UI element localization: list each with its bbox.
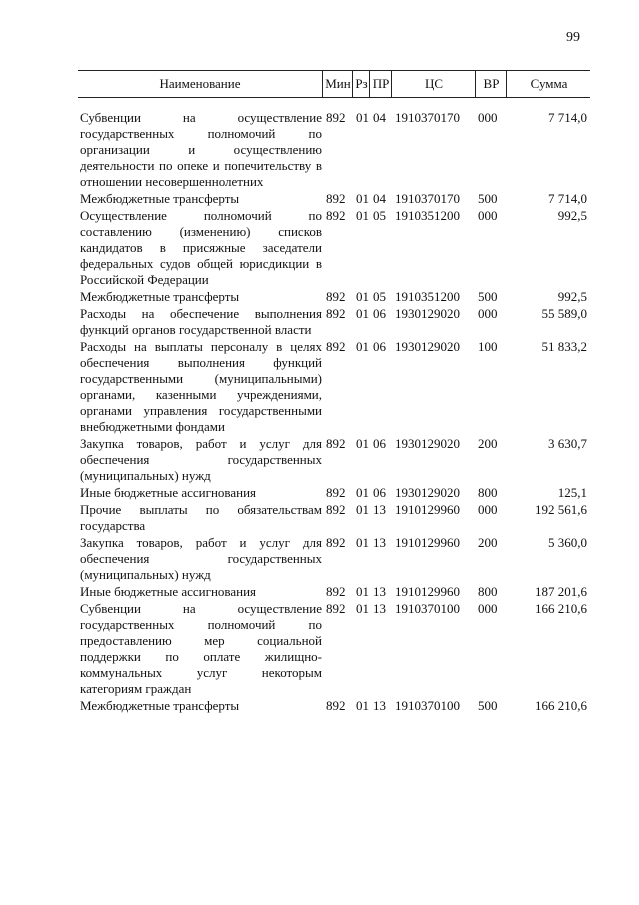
row-sum: 5 360,0 bbox=[548, 535, 587, 550]
table-row bbox=[80, 436, 590, 485]
row-min: 892 bbox=[326, 191, 346, 206]
row-sum: 192 561,6 bbox=[535, 502, 587, 517]
table-row bbox=[80, 485, 590, 502]
row-vr: 800 bbox=[478, 485, 498, 500]
row-sum: 187 201,6 bbox=[535, 584, 587, 599]
row-rz: 01 bbox=[356, 306, 369, 321]
table-row bbox=[80, 191, 590, 208]
row-vr: 200 bbox=[478, 436, 498, 451]
row-pr: 04 bbox=[373, 110, 386, 125]
header-min: Мин bbox=[322, 71, 353, 97]
row-name: Иные бюджетные ассигнования bbox=[80, 584, 257, 599]
row-pr: 13 bbox=[373, 601, 386, 616]
row-sum: 166 210,6 bbox=[535, 698, 587, 713]
row-sum: 7 714,0 bbox=[548, 110, 587, 125]
row-rz: 01 bbox=[356, 208, 369, 223]
header-name: Наименование bbox=[159, 76, 241, 91]
row-min: 892 bbox=[326, 502, 346, 517]
row-name: Субвенции на осуществление государственных полномочий по предоставлению мер социальной поддержки по оплате жилищно-коммунальных услуг некоторым категориям граждан bbox=[80, 601, 322, 696]
row-sum: 992,5 bbox=[557, 208, 587, 223]
row-pr: 13 bbox=[373, 584, 386, 599]
table-row bbox=[80, 306, 590, 339]
row-vr: 500 bbox=[478, 698, 498, 713]
row-cs: 1930129020 bbox=[395, 436, 460, 451]
row-cs: 1910370170 bbox=[395, 191, 460, 206]
header-rz: Рз bbox=[352, 71, 370, 97]
row-cs: 1930129020 bbox=[395, 306, 460, 321]
row-name: Расходы на обеспечение выполнения функций органов государственной власти bbox=[80, 306, 322, 337]
budget-table-body bbox=[80, 110, 590, 715]
row-cs: 1910370100 bbox=[395, 698, 460, 713]
row-pr: 06 bbox=[373, 339, 386, 354]
table-row bbox=[80, 698, 590, 715]
row-name: Иные бюджетные ассигнования bbox=[80, 485, 257, 500]
row-sum: 7 714,0 bbox=[548, 191, 587, 206]
header-sum: Сумма bbox=[506, 71, 591, 97]
row-rz: 01 bbox=[356, 110, 369, 125]
row-vr: 000 bbox=[478, 601, 498, 616]
table-row bbox=[80, 601, 590, 698]
table-row bbox=[80, 584, 590, 601]
row-min: 892 bbox=[326, 110, 346, 125]
page-number: 99 bbox=[566, 30, 580, 45]
row-vr: 800 bbox=[478, 584, 498, 599]
row-sum: 51 833,2 bbox=[541, 339, 587, 354]
row-vr: 500 bbox=[478, 289, 498, 304]
header-vr: ВР bbox=[475, 71, 507, 97]
row-pr: 05 bbox=[373, 208, 386, 223]
row-rz: 01 bbox=[356, 698, 369, 713]
header-pr: ПР bbox=[369, 71, 392, 97]
row-pr: 13 bbox=[373, 502, 386, 517]
row-cs: 1910351200 bbox=[395, 289, 460, 304]
row-vr: 100 bbox=[478, 339, 498, 354]
row-vr: 000 bbox=[478, 306, 498, 321]
row-sum: 3 630,7 bbox=[548, 436, 587, 451]
row-pr: 05 bbox=[373, 289, 386, 304]
row-rz: 01 bbox=[356, 485, 369, 500]
row-pr: 13 bbox=[373, 698, 386, 713]
row-sum: 125,1 bbox=[557, 485, 587, 500]
row-name: Закупка товаров, работ и услуг для обеспечения государственных (муниципальных) нужд bbox=[80, 436, 322, 483]
row-sum: 166 210,6 bbox=[535, 601, 587, 616]
row-vr: 000 bbox=[478, 110, 498, 125]
row-min: 892 bbox=[326, 485, 346, 500]
table-header bbox=[78, 70, 590, 98]
row-rz: 01 bbox=[356, 289, 369, 304]
row-rz: 01 bbox=[356, 502, 369, 517]
row-cs: 1930129020 bbox=[395, 339, 460, 354]
table-row bbox=[80, 289, 590, 306]
row-vr: 000 bbox=[478, 208, 498, 223]
row-min: 892 bbox=[326, 698, 346, 713]
row-name: Закупка товаров, работ и услуг для обеспечения государственных (муниципальных) нужд bbox=[80, 535, 322, 582]
row-min: 892 bbox=[326, 584, 346, 599]
row-rz: 01 bbox=[356, 191, 369, 206]
row-cs: 1910370170 bbox=[395, 110, 460, 125]
row-cs: 1910370100 bbox=[395, 601, 460, 616]
row-rz: 01 bbox=[356, 535, 369, 550]
row-sum: 992,5 bbox=[557, 289, 587, 304]
row-cs: 1910129960 bbox=[395, 584, 460, 599]
row-min: 892 bbox=[326, 306, 346, 321]
row-rz: 01 bbox=[356, 436, 369, 451]
row-rz: 01 bbox=[356, 601, 369, 616]
row-vr: 200 bbox=[478, 535, 498, 550]
row-name: Осуществление полномочий по составлению (изменению) списков кандидатов в присяжные заседатели федеральных судов общей юрисдикции в Российской Федерации bbox=[80, 208, 322, 287]
row-cs: 1910129960 bbox=[395, 502, 460, 517]
row-vr: 500 bbox=[478, 191, 498, 206]
table-row bbox=[80, 535, 590, 584]
table-row bbox=[80, 110, 590, 191]
row-sum: 55 589,0 bbox=[541, 306, 587, 321]
row-pr: 13 bbox=[373, 535, 386, 550]
row-pr: 06 bbox=[373, 485, 386, 500]
row-min: 892 bbox=[326, 208, 346, 223]
row-min: 892 bbox=[326, 339, 346, 354]
row-pr: 04 bbox=[373, 191, 386, 206]
row-min: 892 bbox=[326, 289, 346, 304]
table-row bbox=[80, 339, 590, 436]
row-name: Межбюджетные трансферты bbox=[80, 698, 240, 713]
table-row bbox=[80, 208, 590, 289]
row-min: 892 bbox=[326, 535, 346, 550]
header-cs: ЦС bbox=[391, 71, 476, 97]
row-min: 892 bbox=[326, 601, 346, 616]
row-pr: 06 bbox=[373, 306, 386, 321]
row-min: 892 bbox=[326, 436, 346, 451]
row-name: Прочие выплаты по обязательствам государства bbox=[80, 502, 322, 533]
row-pr: 06 bbox=[373, 436, 386, 451]
row-rz: 01 bbox=[356, 584, 369, 599]
table-row bbox=[80, 502, 590, 535]
row-cs: 1910351200 bbox=[395, 208, 460, 223]
row-name: Субвенции на осуществление государственных полномочий по организации и осуществлению деятельности по опеке и попечительству в отношении несовершеннолетних bbox=[80, 110, 322, 189]
row-rz: 01 bbox=[356, 339, 369, 354]
row-name: Расходы на выплаты персоналу в целях обеспечения выполнения функций государственными (муниципальными) органами, казенными учреждениями, органами управления государственными внебюджетными фондами bbox=[80, 339, 322, 434]
row-vr: 000 bbox=[478, 502, 498, 517]
row-name: Межбюджетные трансферты bbox=[80, 191, 240, 206]
row-cs: 1910129960 bbox=[395, 535, 460, 550]
row-cs: 1930129020 bbox=[395, 485, 460, 500]
row-name: Межбюджетные трансферты bbox=[80, 289, 240, 304]
